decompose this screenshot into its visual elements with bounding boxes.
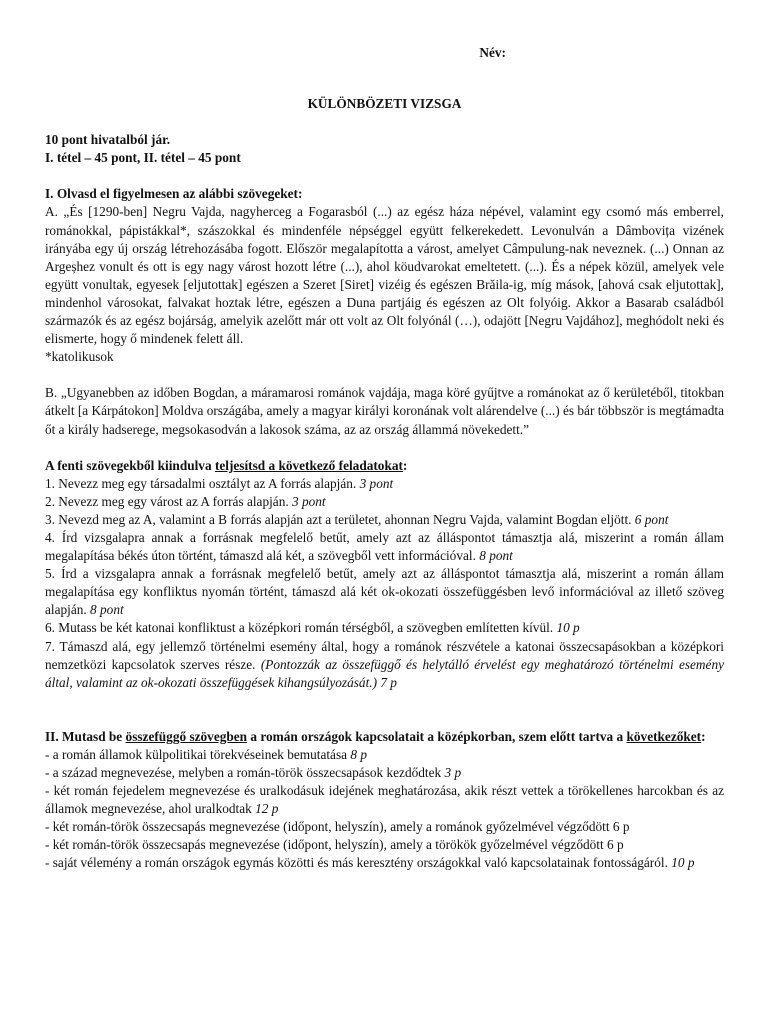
tasks-heading [45,457,724,475]
source-b-text: B. „Ugyanebben az időben Bogdan, a máramarosi románok vajdája, maga köré gyűjtve a románokat az ő kerületéből, titokban átkelt [a Kárpátokon] Moldva országába, amely a magyar királyi koronának volt alárendelve (...) és bár többször is megtámadta őt a király hadserege, megsokasodván a lakosok száma, az az ország állammá növekedett.” [45,385,724,437]
task-item: 1. Nevezz meg egy társadalmi osztályt az A forrás alapján. 3 pont [45,475,394,491]
source-a-text: A. „És [1290-ben] Negru Vajda, nagyherceg a Fogarasból (...) az egész háza népével, valamint egy csomó más emberrel, románokkal, pápistákkal*, szászokkal és mindenféle népséggel együtt felkerekedett. Levonulván a Dâmbovița vizének irányába egy új ország létrehozásába fogott. Először megalapította a várost, amelyet Câmpulung-nak neveznek. (...) Onnan az Argeșhez vonult és ott is egy nagy várost hozott létre (...), ahol köudvarokat emeltetett. (...). És a népek közül, amelyek vele együtt vonultak, egyesek [eljutottak] egészen a Szeret [Siret] vizéig és egészen Brăila-ig, míg mások, [ahová csak eljutottak], mindenhol városokat, falvakat hoztak létre, egészen a Duna partjáig és egészen az Olt folyóig. Akkor a Basarab családból származók és az egész bojárság, amelyik azelőtt már ott volt az Olt folyónál (…), odajött [Negru Vajdához], meghódolt neki és elismerte, hogy ő mindenek felett áll. [45,204,724,347]
task-item: 2. Nevezz meg egy várost az A forrás alapján. 3 pont [45,493,326,509]
section-two-item: - két román-török összecsapás megnevezése (időpont, helyszín), amely a törökök győzelmével végződött 6 p [45,837,624,853]
footnote: *katolikusok [45,349,114,365]
tasks-heading-pre: A fenti szövegekből kiindulva [45,457,215,473]
section-two-item: - két román fejedelem megnevezése és uralkodásuk idejének meghatározása, akik részt vettek a törökellenes harcokban és az államok megnevezése, ahol uralkodtak 12 p [45,783,724,817]
section-two-item: - a román államok külpolitikai törekvéseinek bemutatása 8 p [45,746,367,762]
points-note: 10 pont hivatalból jár. [45,132,171,148]
tasks-heading-underlined: teljesítsd a következő feladatokat [214,457,403,473]
section-two-item: - saját vélemény a román országok egymás közötti és más keresztény országokkal való kapcsolatainak fontosságáról. 10 p [45,855,695,871]
section-two-item: - két román-török összecsapás megnevezése (időpont, helyszín), amely a románok győzelmével végződött 6 p [45,819,630,835]
task-item: 3. Nevezd meg az A, valamint a B forrás alapján azt a területet, ahonnan Negru Vajda, valamint Bogdan eljött. 6 pont [45,511,669,527]
page-title: KÜLÖNBÖZETI VIZSGA [307,96,462,112]
task-item: 6. Mutass be két katonai konfliktust a középkori román térségből, a szövegben említetten kívül. 10 p [45,620,580,636]
section-one-heading: I. Olvasd el figyelmesen az alábbi szövegeket: [45,186,303,202]
name-field-label: Név: [479,45,506,60]
tasks-heading-post: : [402,457,408,473]
task-item: 5. Írd a vizsgalapra annak a forrásnak megfelelő betűt, amely azt az álláspontot támasztja alá, miszerint a román állam megalapítása egy konfliktus nyomán történt, támaszd alá két ok-okozati összefüggésben levő információval az illető szöveg alapján. 8 pont [45,566,724,618]
section-two-heading: II. Mutasd be összefüggő szövegben a román országok kapcsolatait a középkorban, szem előtt tartva a következőket: [45,728,706,744]
task-item: 4. Írd vizsgalapra annak a forrásnak megfelelő betűt, amely azt az álláspontot támasztja alá, miszerint a román állam megalapítása békés úton történt, támaszd alá két, a szövegből vett információval. 8 pont [45,529,724,564]
points-breakdown: I. tétel – 45 pont, II. tétel – 45 pont [45,150,241,166]
task-item: 7. Támaszd alá, egy jellemző történelmi esemény által, hogy a románok részvétele a katonai összecsapásokban a középkori nemzetközi kapcsolatok szerves része. (Pontozzák az összefüggő és helytálló érvelést egy meghatározó történelmi esemény által, valamint az ok-okozati összefüggések kihangsúlyozását.) 7 p [45,638,724,690]
section-two-item: - a század megnevezése, melyben a román-török összecsapások kezdődtek 3 p [45,765,462,780]
